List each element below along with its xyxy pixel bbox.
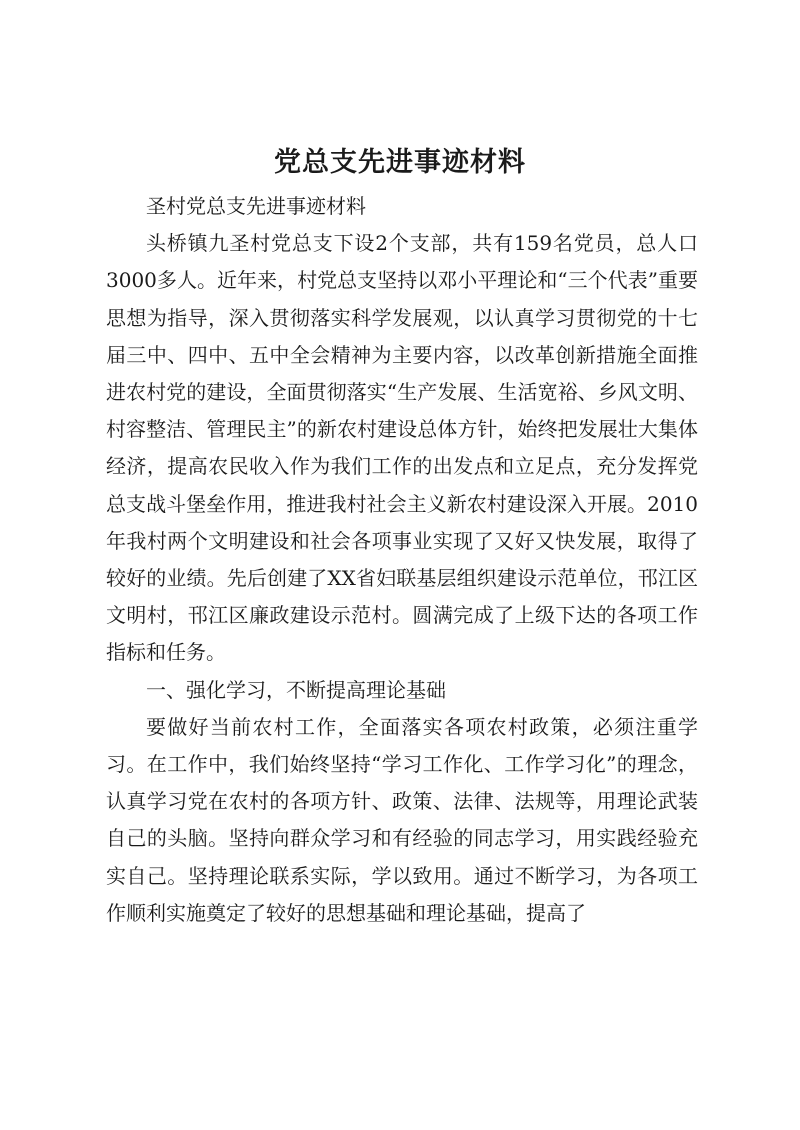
document-subtitle-paragraph: 圣村党总支先进事迹材料 [146,194,366,218]
intro-paragraph: 头桥镇九圣村党总支下设2个支部，共有159名党员，总人口3000多人。近年来，村党总支坚持以邓小平理论和“三个代表”重要思想为指导，深入贯彻落实科学发展观，以认真学习贯彻党的十七届三中、四中、五中全会精神为主要内容，以改革创新措施全面推进农村党的建设，全面贯彻落实“生产发展、生活宽裕、乡风文明、村容整洁、管理民主”的新农村建设总体方针，始终把发展壮大集体经济，提高农民收入作为我们工作的出发点和立足点，充分发挥党总支战斗堡垒作用，推进我村社会主义新农村建设深入开展。2010年我村两个文明建设和社会各项事业实现了又好又快发展，取得了较好的业绩。先后创建了XX省妇联基层组织建设示范单位，邗江区文明村，邗江区廉政建设示范村。圆满完成了上级下达的各项工作指标和任务。 [106,231,698,665]
section-heading-1: 一、强化学习，不断提高理论基础 [146,677,446,702]
document-body [106,188,698,932]
document-title: 党总支先进事迹材料 [274,147,526,178]
section-1-paragraph: 要做好当前农村工作，全面落实各项农村政策，必须注重学习。在工作中，我们始终坚持“学习工作化、工作学习化”的理念，认真学习党在农村的各项方针、政策、法律、法规等，用理论武装自己的头脑。坚持向群众学习和有经验的同志学习，用实践经验充实自己。坚持理论联系实际，学以致用。通过不断学习，为各项工作顺利实施奠定了较好的思想基础和理论基础，提高了 [106,714,698,925]
